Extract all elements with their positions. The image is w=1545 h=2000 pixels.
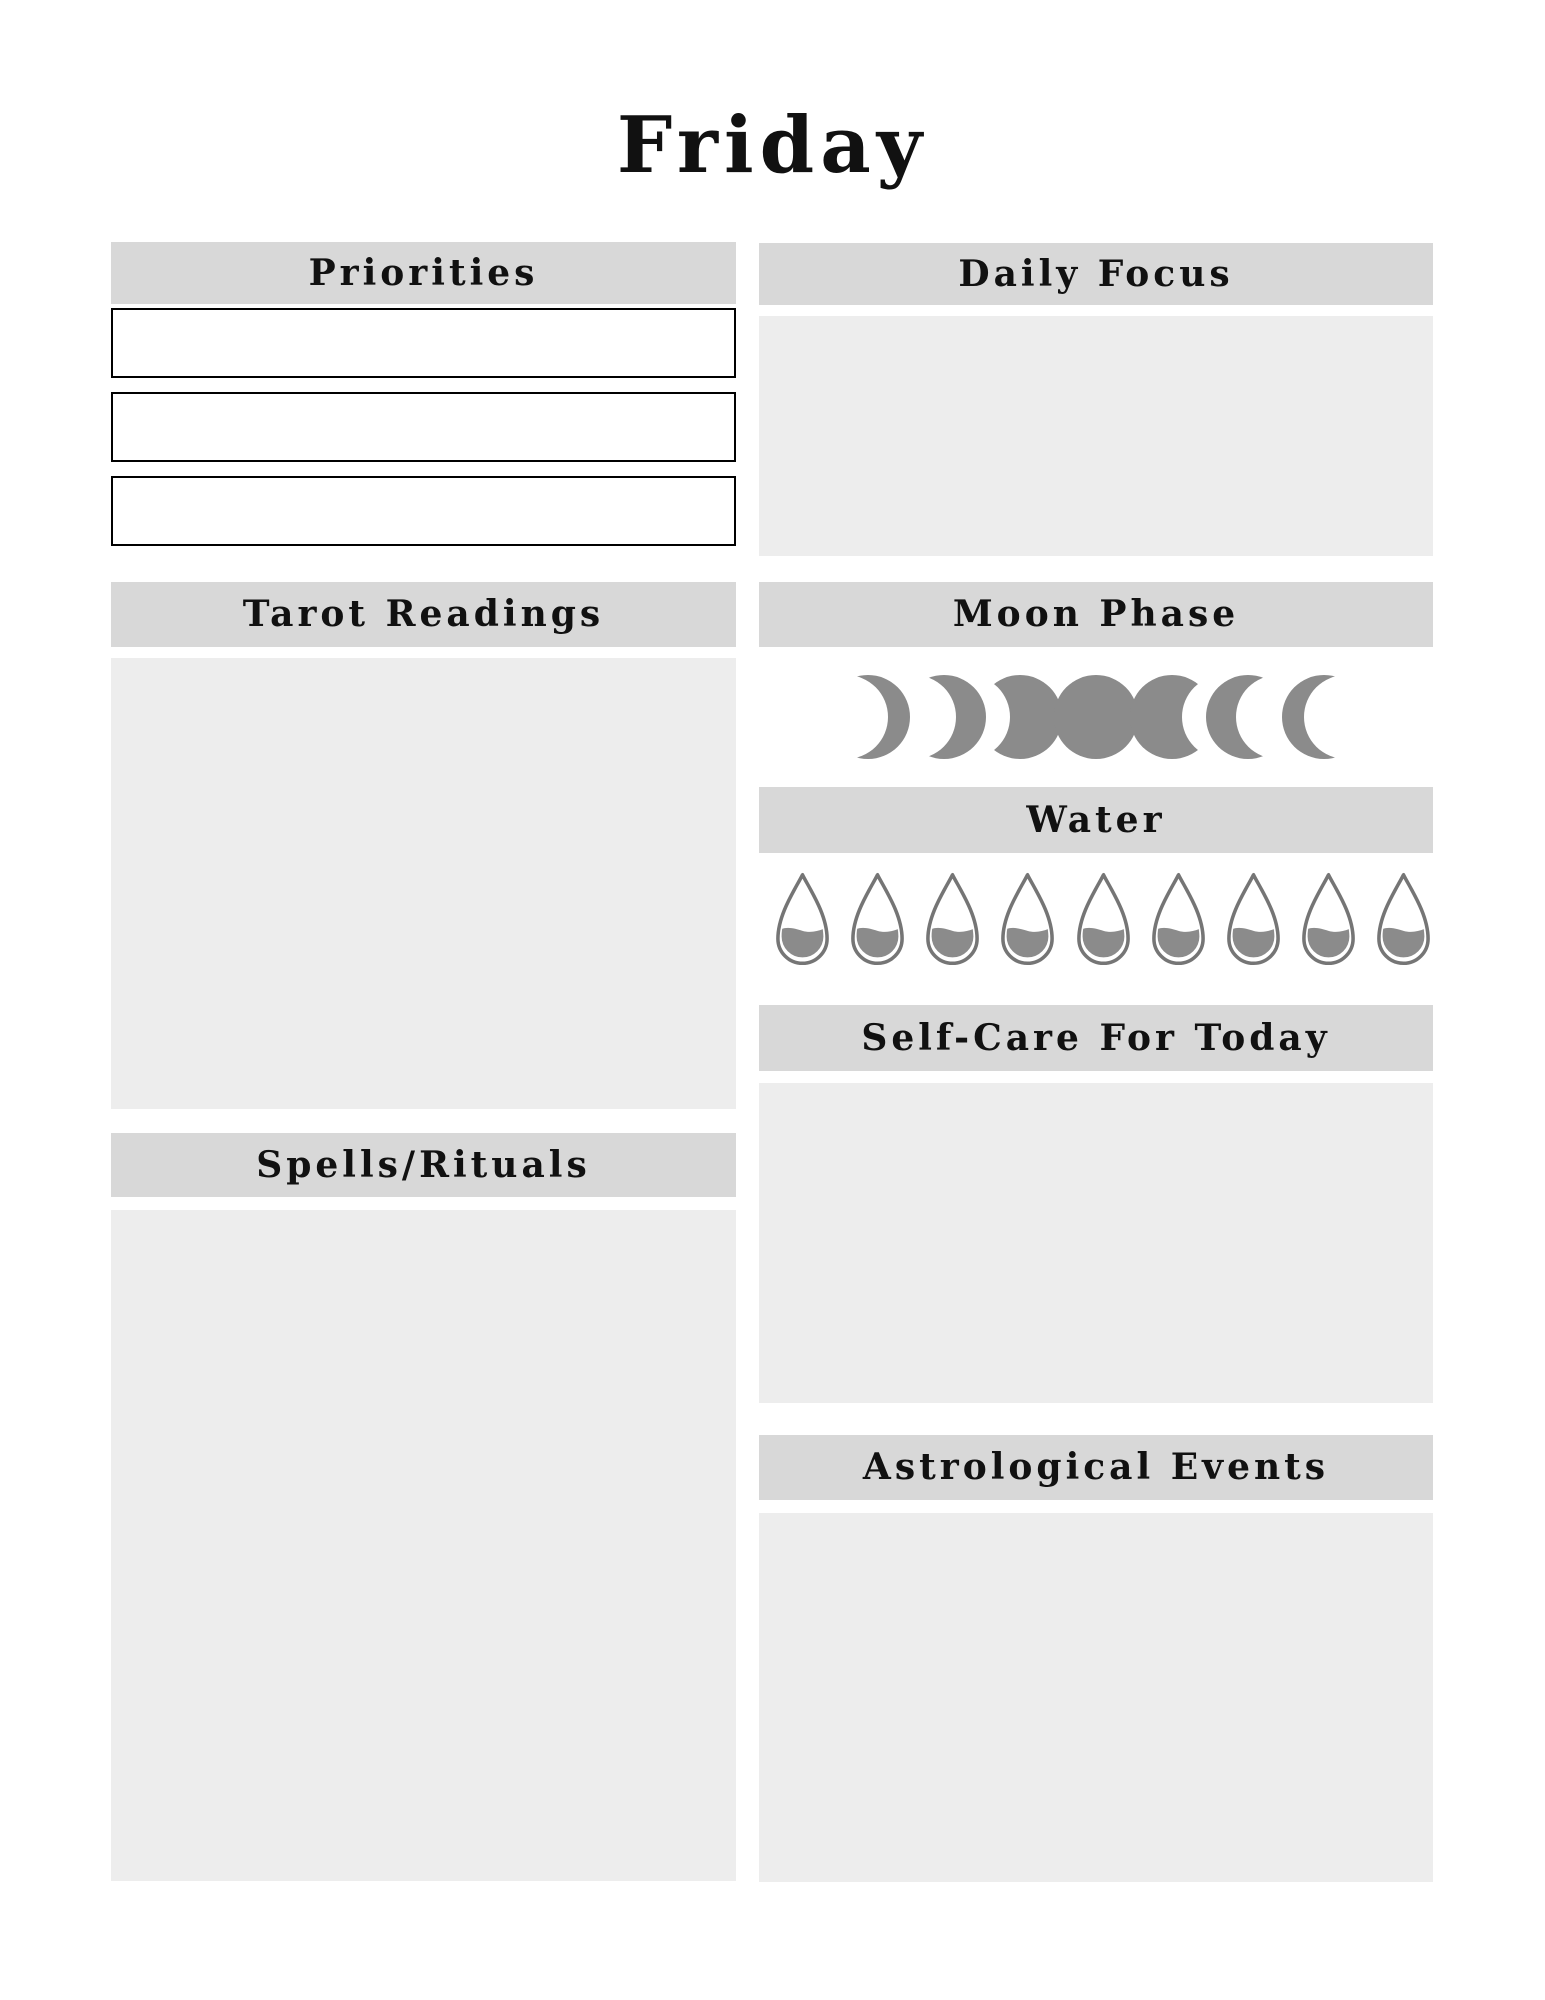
daily-focus-header: Daily Focus xyxy=(759,243,1433,305)
page-title: Friday xyxy=(616,100,929,191)
tarot-readings-header: Tarot Readings xyxy=(111,582,736,647)
astrological-events-header: Astrological Events xyxy=(759,1435,1433,1500)
self-care-header: Self-Care For Today xyxy=(759,1005,1433,1071)
tarot-readings-notes-area[interactable] xyxy=(111,658,736,1109)
water-drop-icon[interactable] xyxy=(923,871,982,971)
water-header: Water xyxy=(759,787,1433,853)
daily-focus-notes-area[interactable] xyxy=(759,316,1433,556)
water-tracker xyxy=(759,871,1433,971)
water-drop-icon[interactable] xyxy=(1149,871,1208,971)
priority-input-3[interactable] xyxy=(111,476,736,546)
water-drop-icon[interactable] xyxy=(1374,871,1433,971)
spells-rituals-notes-area[interactable] xyxy=(111,1210,736,1881)
water-drop-icon[interactable] xyxy=(998,871,1057,971)
water-drop-icon[interactable] xyxy=(1224,871,1283,971)
moon-phase-tracker xyxy=(759,672,1433,762)
spells-rituals-header: Spells/Rituals xyxy=(111,1133,736,1197)
priorities-header: Priorities xyxy=(111,242,736,304)
water-drop-icon[interactable] xyxy=(1299,871,1358,971)
water-drop-icon[interactable] xyxy=(848,871,907,971)
priority-input-2[interactable] xyxy=(111,392,736,462)
water-drop-icon[interactable] xyxy=(773,871,832,971)
priority-input-1[interactable] xyxy=(111,308,736,378)
moon-phase-icon-waning-crescent-thin[interactable] xyxy=(1279,672,1369,762)
astrological-events-notes-area[interactable] xyxy=(759,1513,1433,1882)
water-drop-icon[interactable] xyxy=(1074,871,1133,971)
moon-phase-header: Moon Phase xyxy=(759,582,1433,647)
self-care-notes-area[interactable] xyxy=(759,1083,1433,1403)
